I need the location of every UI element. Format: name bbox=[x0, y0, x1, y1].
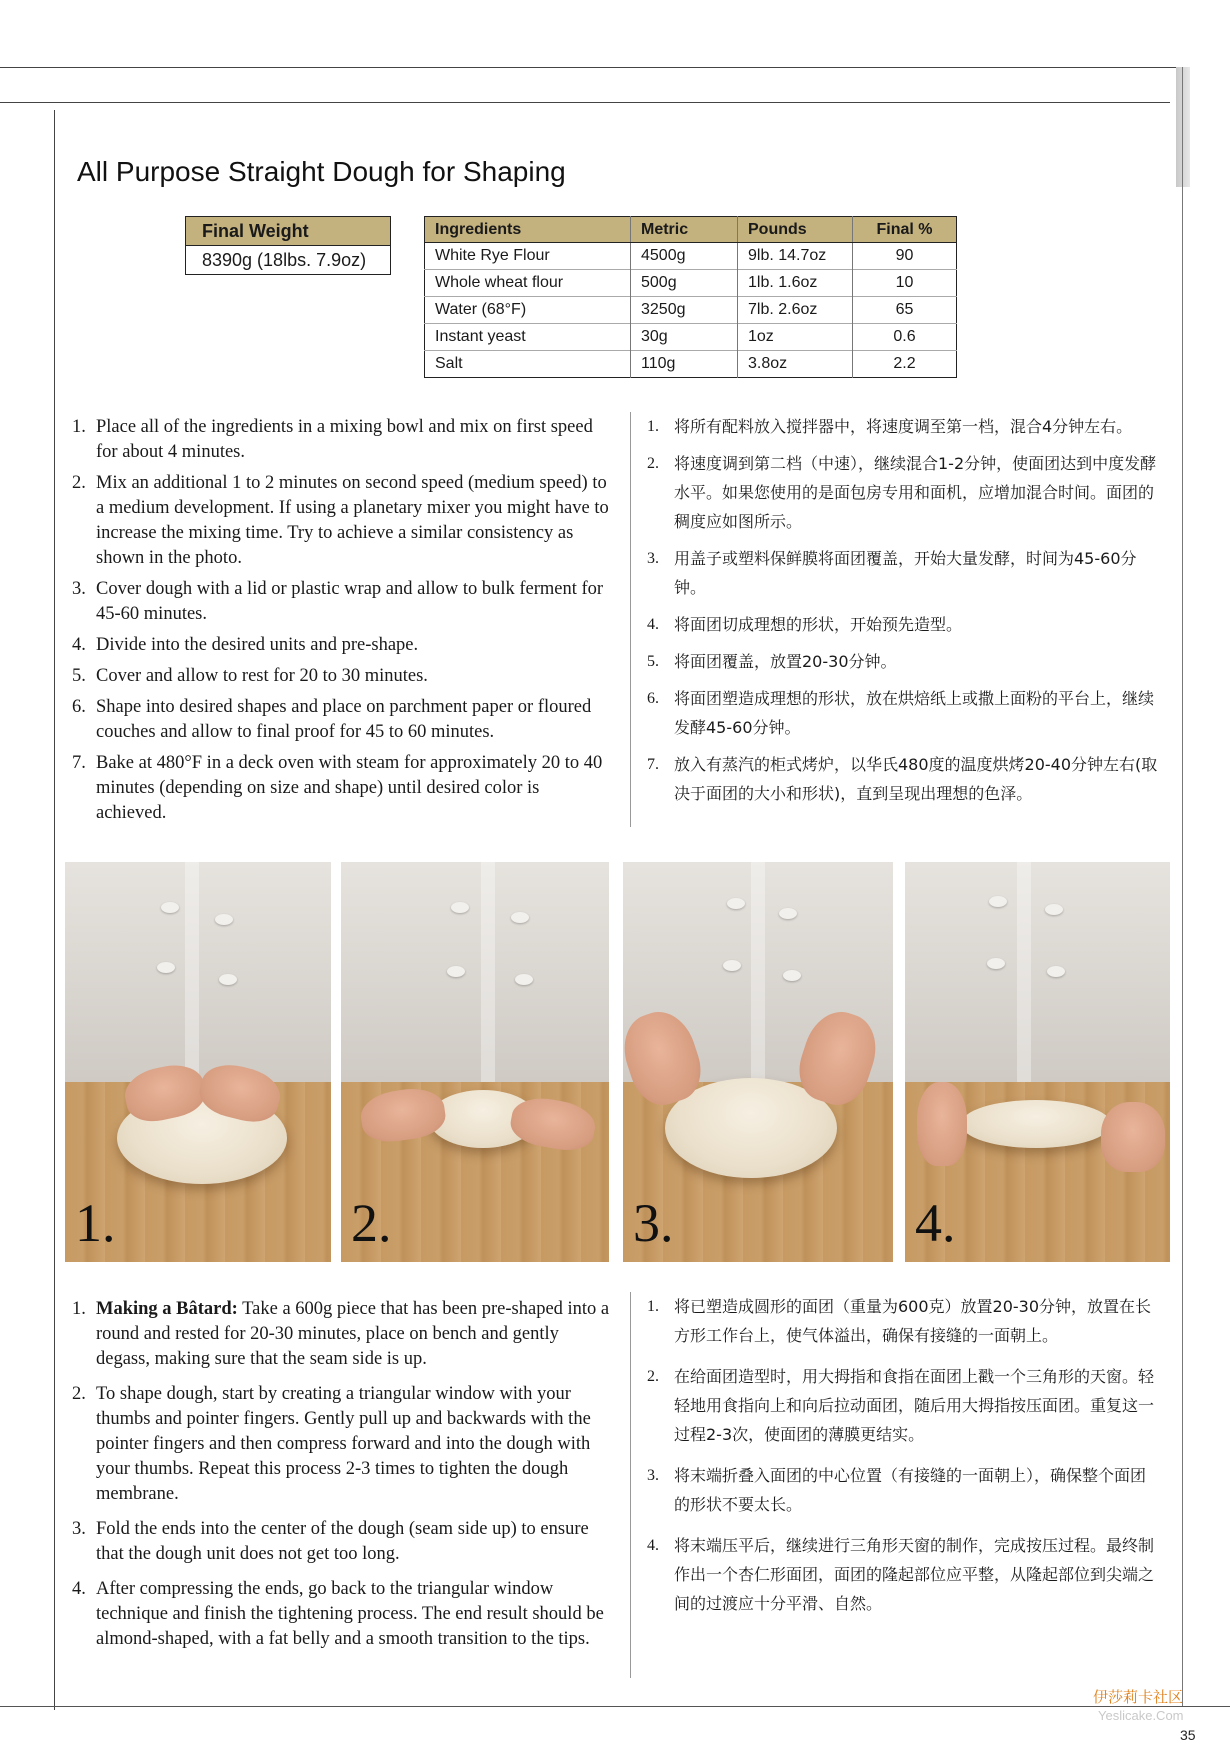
final-weight-header: Final Weight bbox=[186, 217, 391, 246]
step-text: Cover and allow to rest for 20 to 30 minutes. bbox=[96, 666, 428, 686]
jacket-placket bbox=[1017, 862, 1031, 1082]
table-row bbox=[425, 297, 957, 324]
watermark-site: Yeslicake.Com bbox=[1098, 1708, 1184, 1723]
ingredients-table bbox=[424, 216, 957, 378]
photo-label: 4. bbox=[915, 1193, 956, 1253]
ingredient-percent: 10 bbox=[853, 270, 957, 297]
ingredient-metric: 30g bbox=[631, 324, 738, 351]
jacket-button bbox=[215, 914, 233, 925]
jacket-button bbox=[515, 974, 533, 985]
ingredient-metric: 500g bbox=[631, 270, 738, 297]
step-text: Shape into desired shapes and place on parchment paper or floured couches and allow to final proof for 45 to 60 minutes. bbox=[96, 697, 592, 742]
jacket-button bbox=[451, 902, 469, 913]
list-item: 4. 将末端压平后，继续进行三角形天窗的制作，完成按压过程。最终制作出一个杏仁形面团，面团的隆起部位应平整，从隆起部位到尖端之间的过渡应十分平滑、自然。 bbox=[647, 1536, 1155, 1613]
list-item: 5. 将面团覆盖，放置20-30分钟。 bbox=[647, 652, 897, 671]
step-text: Take a 600g piece that has been pre-shaped into a round and rested for 20-30 minutes, place on bench and gently degass, making sure that the seam side is up. bbox=[96, 1299, 610, 1369]
step-text: 将面团覆盖，放置20-30分钟。 bbox=[674, 652, 897, 671]
list-item: 3. 将末端折叠入面团的中心位置（有接缝的一面朝上），确保整个面团的形状不要太长。 bbox=[647, 1466, 1147, 1514]
jacket-button bbox=[157, 962, 175, 973]
ingredient-metric: 3250g bbox=[631, 297, 738, 324]
ingredient-name: Whole wheat flour bbox=[425, 270, 631, 297]
step-text: 将面团切成理想的形状，开始预先造型。 bbox=[674, 615, 963, 634]
jacket-button bbox=[447, 966, 465, 977]
right-hand bbox=[1101, 1102, 1165, 1172]
step-text: 将面团塑造成理想的形状，放在烘焙纸上或撒上面粉的平台上，继续发酵45-60分钟。 bbox=[674, 689, 1155, 737]
step-heading: Making a Bâtard: bbox=[96, 1299, 238, 1319]
jacket-placket bbox=[185, 862, 199, 1082]
shaping-photo-strip bbox=[65, 862, 1170, 1262]
list-item: 3. Fold the ends into the center of the dough (seam side up) to ensure that the dough unit does not get too long. bbox=[72, 1519, 589, 1564]
photo-step-3 bbox=[623, 862, 893, 1262]
ingredient-name: Water (68°F) bbox=[425, 297, 631, 324]
page-title: All Purpose Straight Dough for Shaping bbox=[77, 156, 566, 187]
list-item: 4. Divide into the desired units and pre-shape. bbox=[72, 635, 419, 655]
list-item: 5. Cover and allow to rest for 20 to 30 minutes. bbox=[72, 666, 428, 686]
step-text: Mix an additional 1 to 2 minutes on second speed (medium speed) to a medium development. If using a planetary mixer you might have to increase the mixing time. Try to achieve a similar consistency as shown in the photo. bbox=[96, 473, 609, 568]
list-item: 6. 将面团塑造成理想的形状，放在烘焙纸上或撒上面粉的平台上，继续发酵45-60分钟。 bbox=[647, 689, 1155, 737]
list-item: 3. Cover dough with a lid or plastic wrap and allow to bulk ferment for 45-60 minutes. bbox=[72, 579, 604, 624]
step-text: Divide into the desired units and pre-shape. bbox=[96, 635, 419, 655]
photo-step-2 bbox=[341, 862, 609, 1262]
step-text: 用盖子或塑料保鲜膜将面团覆盖，开始大量发酵，时间为45-60分钟。 bbox=[674, 549, 1137, 597]
ingredient-pounds: 3.8oz bbox=[738, 351, 853, 378]
list-item: 2. 将速度调到第二档（中速），继续混合1-2分钟，使面团达到中度发酵水平。如果您使用的是面包房专用和面机，应增加混合时间。面团的稠度应如图所示。 bbox=[647, 454, 1157, 531]
step-text: Fold the ends into the center of the dough (seam side up) to ensure that the dough unit does not get too long. bbox=[96, 1519, 589, 1564]
list-item: 2. 在给面团造型时，用大拇指和食指在面团上戳一个三角形的天窗。轻轻地用食指向上和向后拉动面团，随后用大拇指按压面团。重复这一过程2-3次，使面团的薄膜更结实。 bbox=[647, 1367, 1155, 1444]
ingredient-metric: 4500g bbox=[631, 243, 738, 270]
header-rule bbox=[0, 102, 1170, 103]
photo-label: 1. bbox=[75, 1193, 116, 1253]
jacket-button bbox=[989, 896, 1007, 907]
list-item: 7. Bake at 480°F in a deck oven with steam for approximately 20 to 40 minutes (depending on size and shape) until desired color is achieved. bbox=[72, 753, 603, 823]
ingredient-percent: 2.2 bbox=[853, 351, 957, 378]
table-row bbox=[425, 324, 957, 351]
list-item: 6. Shape into desired shapes and place on parchment paper or floured couches and allow to final proof for 45 to 60 minutes. bbox=[72, 697, 592, 742]
final-weight-table bbox=[185, 216, 391, 275]
jacket-button bbox=[1047, 966, 1065, 977]
steps-english bbox=[72, 415, 612, 832]
right-rule bbox=[1182, 67, 1183, 1707]
jacket-button bbox=[511, 912, 529, 923]
ingredients-header-row bbox=[425, 217, 957, 243]
list-item: 4. After compressing the ends, go back to the triangular window technique and finish the tightening process. The end result should be almond-shaped, with a fat belly and a smooth transition to the tips. bbox=[72, 1579, 604, 1649]
shaping-steps-english bbox=[72, 1297, 617, 1662]
list-item: 3. 用盖子或塑料保鲜膜将面团覆盖，开始大量发酵，时间为45-60分钟。 bbox=[647, 549, 1137, 597]
step-text: 将速度调到第二档（中速），继续混合1-2分钟，使面团达到中度发酵水平。如果您使用的是面包房专用和面机，应增加混合时间。面团的稠度应如图所示。 bbox=[674, 454, 1157, 531]
jacket-placket bbox=[751, 862, 765, 1082]
jacket-button bbox=[723, 960, 741, 971]
list-item: 1. 将已塑造成圆形的面团（重量为600克）放置20-30分钟，放置在长方形工作台上，使气体溢出，确保有接缝的一面朝上。 bbox=[647, 1297, 1152, 1345]
photo-step-1 bbox=[65, 862, 331, 1262]
page-number: 35 bbox=[1180, 1727, 1196, 1743]
step-text: Bake at 480°F in a deck oven with steam for approximately 20 to 40 minutes (depending on size and shape) until desired color is achieved. bbox=[96, 753, 603, 823]
shaping-steps-chinese bbox=[647, 1292, 1159, 1630]
step-text: After compressing the ends, go back to the triangular window technique and finish the tightening process. The end result should be almond-shaped, with a fat belly and a smooth transition to the tips. bbox=[96, 1579, 604, 1649]
col-pounds: Pounds bbox=[738, 217, 853, 243]
ingredient-percent: 65 bbox=[853, 297, 957, 324]
list-item: 1. Place all of the ingredients in a mixing bowl and mix on first speed for about 4 minutes. bbox=[72, 417, 593, 462]
step-text: 将所有配料放入搅拌器中，将速度调至第一档，混合4分钟左右。 bbox=[674, 417, 1133, 436]
bottom-rule bbox=[0, 1706, 1230, 1707]
chef-jacket bbox=[341, 862, 609, 1082]
table-row bbox=[425, 270, 957, 297]
step-text: Place all of the ingredients in a mixing bowl and mix on first speed for about 4 minutes. bbox=[96, 417, 593, 462]
list-item: 2. Mix an additional 1 to 2 minutes on second speed (medium speed) to a medium development. If using a planetary mixer you might have to increase the mixing time. Try to achieve a similar consistency as shown in the photo. bbox=[72, 473, 609, 568]
chef-jacket bbox=[905, 862, 1170, 1082]
ingredient-pounds: 1lb. 1.6oz bbox=[738, 270, 853, 297]
col-metric: Metric bbox=[631, 217, 738, 243]
ingredient-percent: 90 bbox=[853, 243, 957, 270]
step-text: 在给面团造型时，用大拇指和食指在面团上戳一个三角形的天窗。轻轻地用食指向上和向后拉动面团，随后用大拇指按压面团。重复这一过程2-3次，使面团的薄膜更结实。 bbox=[674, 1367, 1155, 1444]
list-item: 2. To shape dough, start by creating a triangular window with your thumbs and pointer fingers. Gently pull up and backwards with the pointer fingers and then compress forward and into the dough with your thumbs. Repeat this process 2-3 times to tighten the dough membrane. bbox=[72, 1384, 591, 1504]
left-rule bbox=[54, 110, 55, 1710]
dough-batard bbox=[961, 1100, 1111, 1148]
left-hand bbox=[917, 1082, 967, 1166]
photo-label: 2. bbox=[351, 1193, 392, 1253]
col-final-percent: Final % bbox=[853, 217, 957, 243]
jacket-placket bbox=[481, 862, 495, 1082]
table-row bbox=[425, 243, 957, 270]
step-text: 将末端折叠入面团的中心位置（有接缝的一面朝上），确保整个面团的形状不要太长。 bbox=[674, 1466, 1147, 1514]
step-text: 将末端压平后，继续进行三角形天窗的制作，完成按压过程。最终制作出一个杏仁形面团，面团的隆起部位应平整，从隆起部位到尖端之间的过渡应十分平滑、自然。 bbox=[674, 1536, 1155, 1613]
ingredient-pounds: 1oz bbox=[738, 324, 853, 351]
top-rule bbox=[0, 67, 1180, 68]
step-text: To shape dough, start by creating a triangular window with your thumbs and pointer fingers. Gently pull up and backwards with the pointer fingers and then compress forward and into the dough with your thumbs. Repeat this process 2-3 times to tighten the dough membrane. bbox=[96, 1384, 591, 1504]
column-divider bbox=[630, 412, 631, 827]
jacket-button bbox=[219, 974, 237, 985]
photo-step-4 bbox=[905, 862, 1170, 1262]
jacket-button bbox=[783, 970, 801, 981]
jacket-button bbox=[727, 898, 745, 909]
ingredient-percent: 0.6 bbox=[853, 324, 957, 351]
ingredient-pounds: 7lb. 2.6oz bbox=[738, 297, 853, 324]
ingredient-name: Instant yeast bbox=[425, 324, 631, 351]
col-ingredients: Ingredients bbox=[425, 217, 631, 243]
steps-chinese bbox=[647, 412, 1159, 816]
page-edge-shadow bbox=[1176, 67, 1190, 187]
ingredient-name: Salt bbox=[425, 351, 631, 378]
ingredient-name: White Rye Flour bbox=[425, 243, 631, 270]
table-row bbox=[425, 351, 957, 378]
step-text: 将已塑造成圆形的面团（重量为600克）放置20-30分钟，放置在长方形工作台上，使气体溢出，确保有接缝的一面朝上。 bbox=[674, 1297, 1152, 1345]
step-text: 放入有蒸汽的柜式烤炉，以华氏480度的温度烘烤20-40分钟左右(取决于面团的大小和形状)，直到呈现出理想的色泽。 bbox=[674, 755, 1158, 803]
photo-label: 3. bbox=[633, 1193, 674, 1253]
ingredient-pounds: 9lb. 14.7oz bbox=[738, 243, 853, 270]
column-divider bbox=[630, 1292, 631, 1678]
ingredient-metric: 110g bbox=[631, 351, 738, 378]
list-item: 1. Making a Bâtard: Take a 600g piece that has been pre-shaped into a round and rested for 20-30 minutes, place on bench and gently degass, making sure that the seam side is up. bbox=[72, 1299, 610, 1369]
watermark-text: 伊莎莉卡社区 bbox=[1093, 1688, 1184, 1706]
final-weight-value: 8390g (18lbs. 7.9oz) bbox=[202, 249, 367, 270]
list-item: 1. 将所有配料放入搅拌器中，将速度调至第一档，混合4分钟左右。 bbox=[647, 417, 1133, 436]
jacket-button bbox=[987, 958, 1005, 969]
step-text: Cover dough with a lid or plastic wrap and allow to bulk ferment for 45-60 minutes. bbox=[96, 579, 604, 624]
jacket-button bbox=[1045, 904, 1063, 915]
jacket-button bbox=[779, 908, 797, 919]
list-item: 4. 将面团切成理想的形状，开始预先造型。 bbox=[647, 615, 963, 634]
jacket-button bbox=[161, 902, 179, 913]
list-item: 7. 放入有蒸汽的柜式烤炉，以华氏480度的温度烘烤20-40分钟左右(取决于面团的大小和形状)，直到呈现出理想的色泽。 bbox=[647, 755, 1158, 803]
